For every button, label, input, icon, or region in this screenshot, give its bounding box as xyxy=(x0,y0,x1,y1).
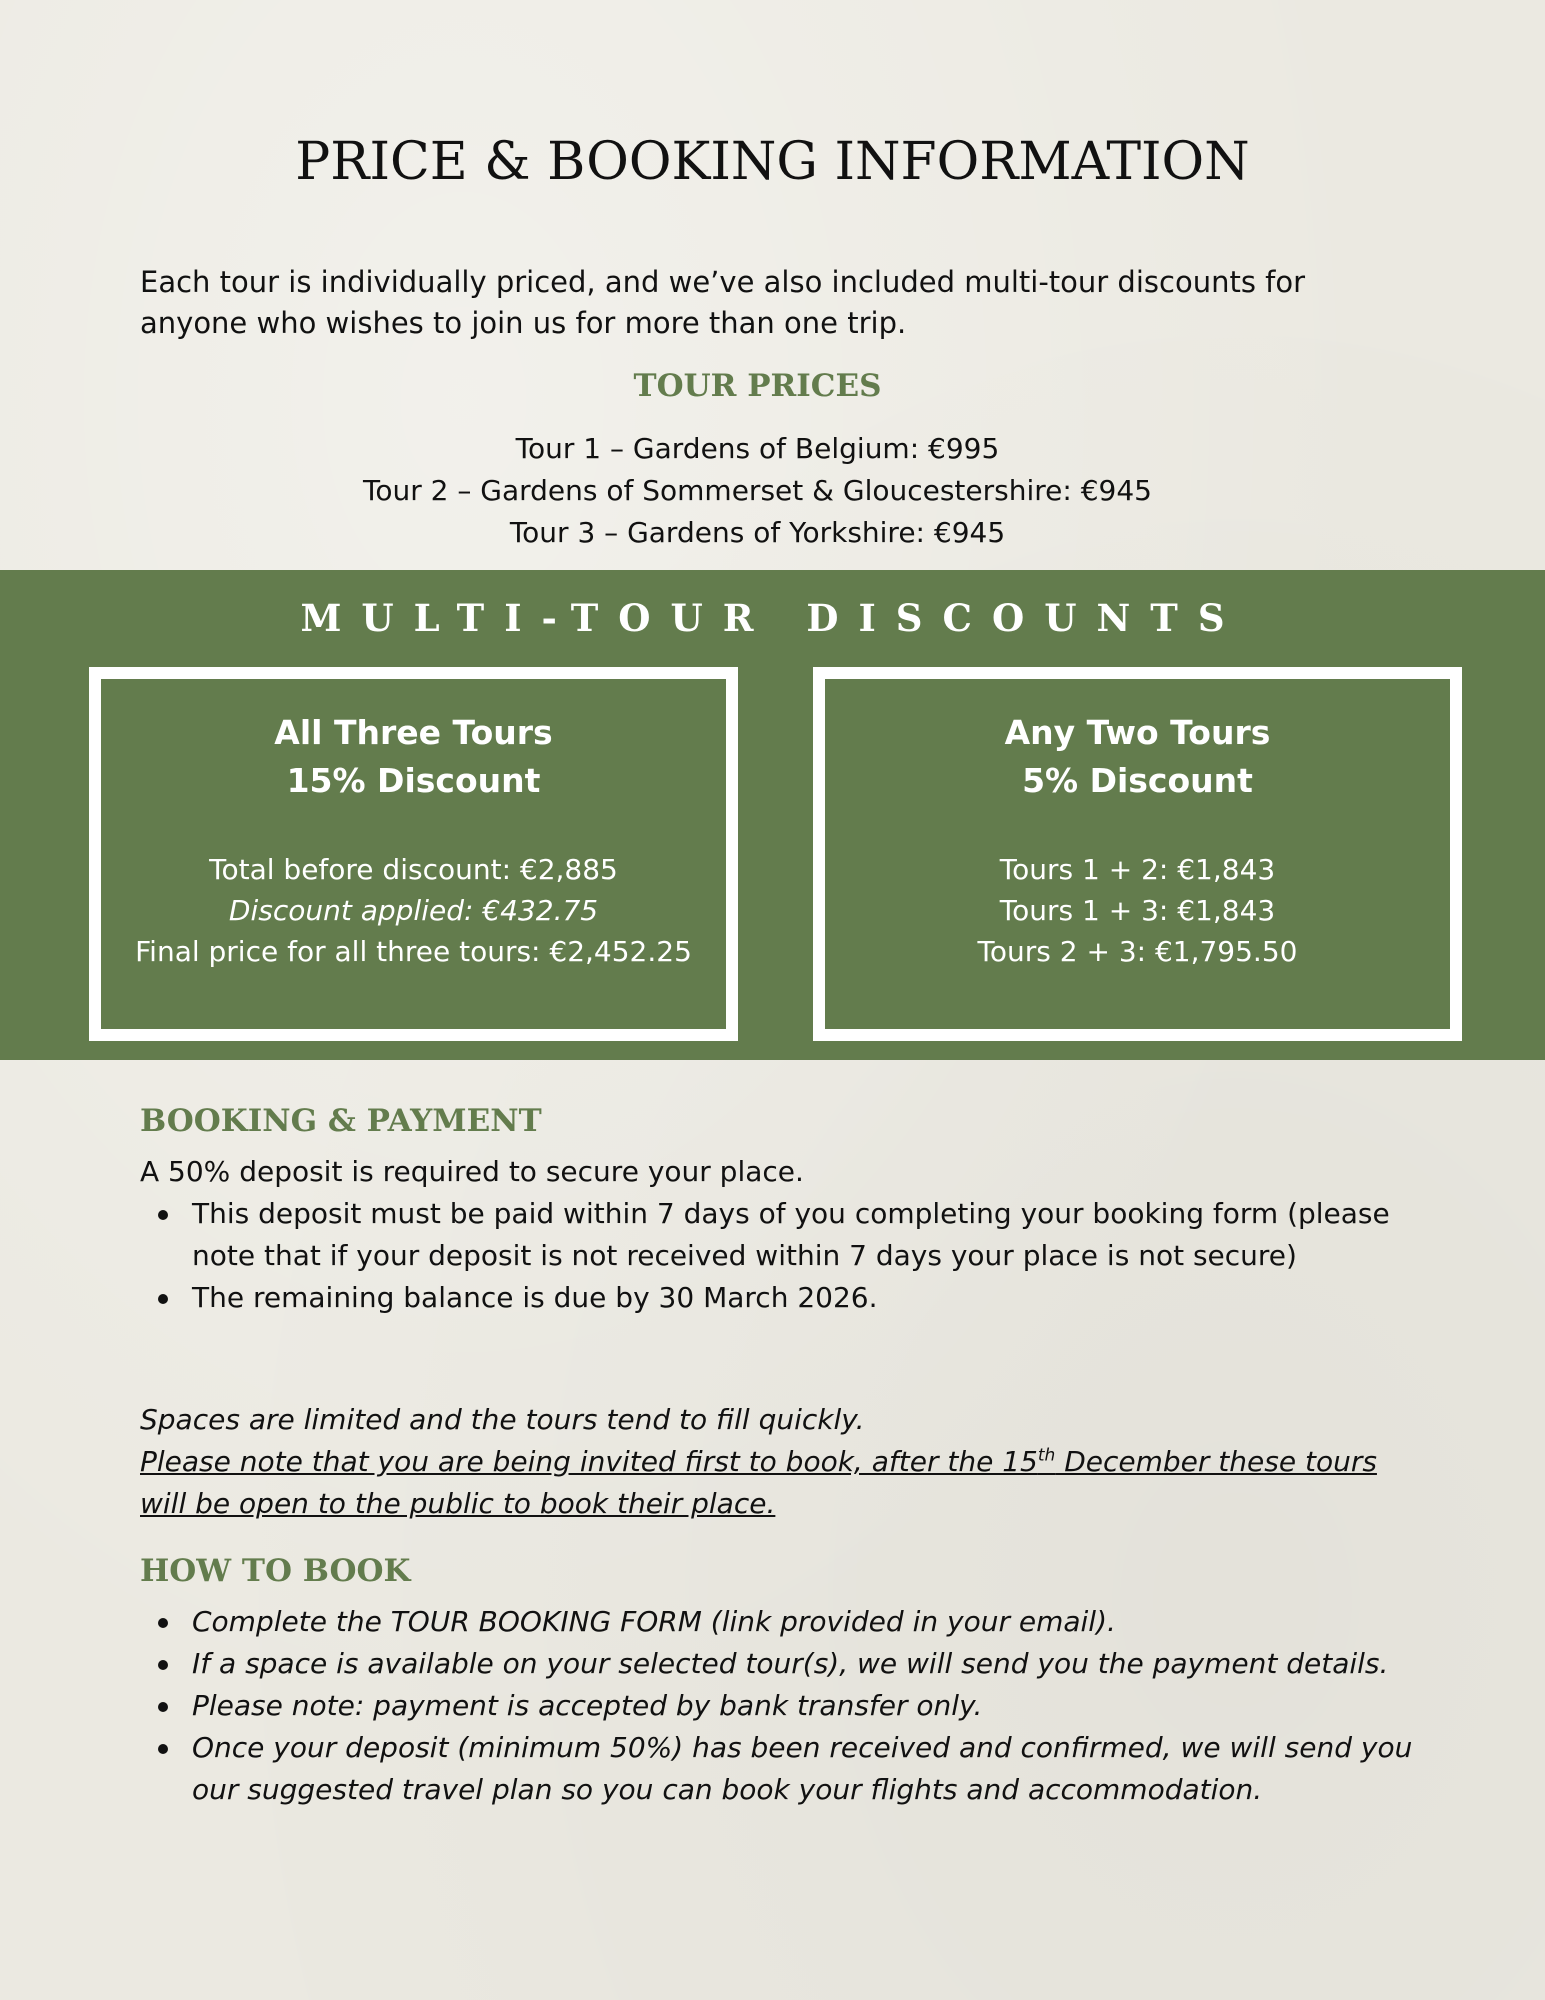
total-before-discount: Total before discount: €2,885 xyxy=(209,853,618,886)
list-item xyxy=(140,1193,1420,1277)
bullet-icon xyxy=(158,1744,168,1754)
list-item xyxy=(140,1643,1420,1685)
tour-price-list xyxy=(0,428,1515,554)
list-item-text: Complete the TOUR BOOKING FORM (link provided in your email). xyxy=(192,1605,1116,1638)
intro-paragraph: Each tour is individually priced, and we’ve also included multi-tour discounts for anyone who wishes to join us for more than one trip. xyxy=(140,265,1306,340)
how-to-book-list xyxy=(140,1601,1420,1811)
list-item-text: If a space is available on your selected tour(s), we will send you the payment details. xyxy=(192,1647,1389,1680)
final-price: Final price for all three tours: €2,452.25 xyxy=(135,935,692,968)
booking-payment-heading: BOOKING & PAYMENT xyxy=(140,1103,542,1139)
bullet-icon xyxy=(158,1702,168,1712)
tours-1-2-price: Tours 1 + 2: €1,843 xyxy=(999,853,1276,886)
spaces-limited-note: Spaces are limited and the tours tend to fill quickly. xyxy=(140,1403,865,1436)
discount-band-title: MULTI-TOUR DISCOUNTS xyxy=(300,596,1245,640)
list-item xyxy=(140,1727,1420,1811)
all-three-tours-title: All Three Tours xyxy=(274,713,553,752)
all-three-tours-heading xyxy=(101,709,726,805)
any-two-tours-discount: 5% Discount xyxy=(1022,761,1253,800)
list-item-text: Once your deposit (minimum 50%) has been received and confirmed, we will send you our suggested travel plan so you can book your flights and accommodation. xyxy=(192,1731,1413,1806)
any-two-tours-title: Any Two Tours xyxy=(1004,713,1271,752)
all-three-tours-discount: 15% Discount xyxy=(286,761,541,800)
any-two-tours-heading xyxy=(825,709,1450,805)
bullet-icon xyxy=(158,1210,168,1220)
how-to-book-heading: HOW TO BOOK xyxy=(140,1553,411,1589)
public-booking-note xyxy=(140,1441,1420,1525)
tours-1-3-price: Tours 1 + 3: €1,843 xyxy=(999,894,1276,927)
tours-2-3-price: Tours 2 + 3: €1,795.50 xyxy=(977,935,1298,968)
list-item-text: The remaining balance is due by 30 March 2026. xyxy=(192,1281,878,1314)
list-item-text: Please note: payment is accepted by bank transfer only. xyxy=(192,1689,983,1722)
all-three-tours-box xyxy=(89,667,738,1041)
tour-price-item: Tour 3 – Gardens of Yorkshire: €945 xyxy=(509,516,1006,549)
discount-applied: Discount applied: €432.75 xyxy=(228,894,599,927)
note-text-end: December these tours will be open to the public to book their place. xyxy=(140,1445,1377,1520)
tour-price-item: Tour 1 – Gardens of Belgium: €995 xyxy=(515,432,1000,465)
list-item xyxy=(140,1601,1420,1643)
tour-price-item: Tour 2 – Gardens of Sommerset & Gloucestershire: €945 xyxy=(363,474,1152,507)
list-item xyxy=(140,1685,1420,1727)
booking-bullet-list xyxy=(140,1193,1420,1319)
list-item-text: This deposit must be paid within 7 days of you completing your booking form (please note that if your deposit is not received within 7 days your place is not secure) xyxy=(192,1197,1390,1272)
list-item xyxy=(140,1277,1420,1319)
bullet-icon xyxy=(158,1618,168,1628)
any-two-tours-box xyxy=(813,667,1462,1041)
note-text-start: Please note that you are being invited first to book, after the 15 xyxy=(140,1445,1038,1478)
bullet-icon xyxy=(158,1660,168,1670)
any-two-tours-details xyxy=(825,849,1450,972)
deposit-requirement: A 50% deposit is required to secure your place. xyxy=(140,1155,804,1188)
tour-prices-heading: TOUR PRICES xyxy=(633,368,882,404)
page-title: PRICE & BOOKING INFORMATION xyxy=(295,132,1250,192)
bullet-icon xyxy=(158,1294,168,1304)
note-superscript: th xyxy=(1037,1445,1056,1466)
all-three-tours-details xyxy=(101,849,726,972)
